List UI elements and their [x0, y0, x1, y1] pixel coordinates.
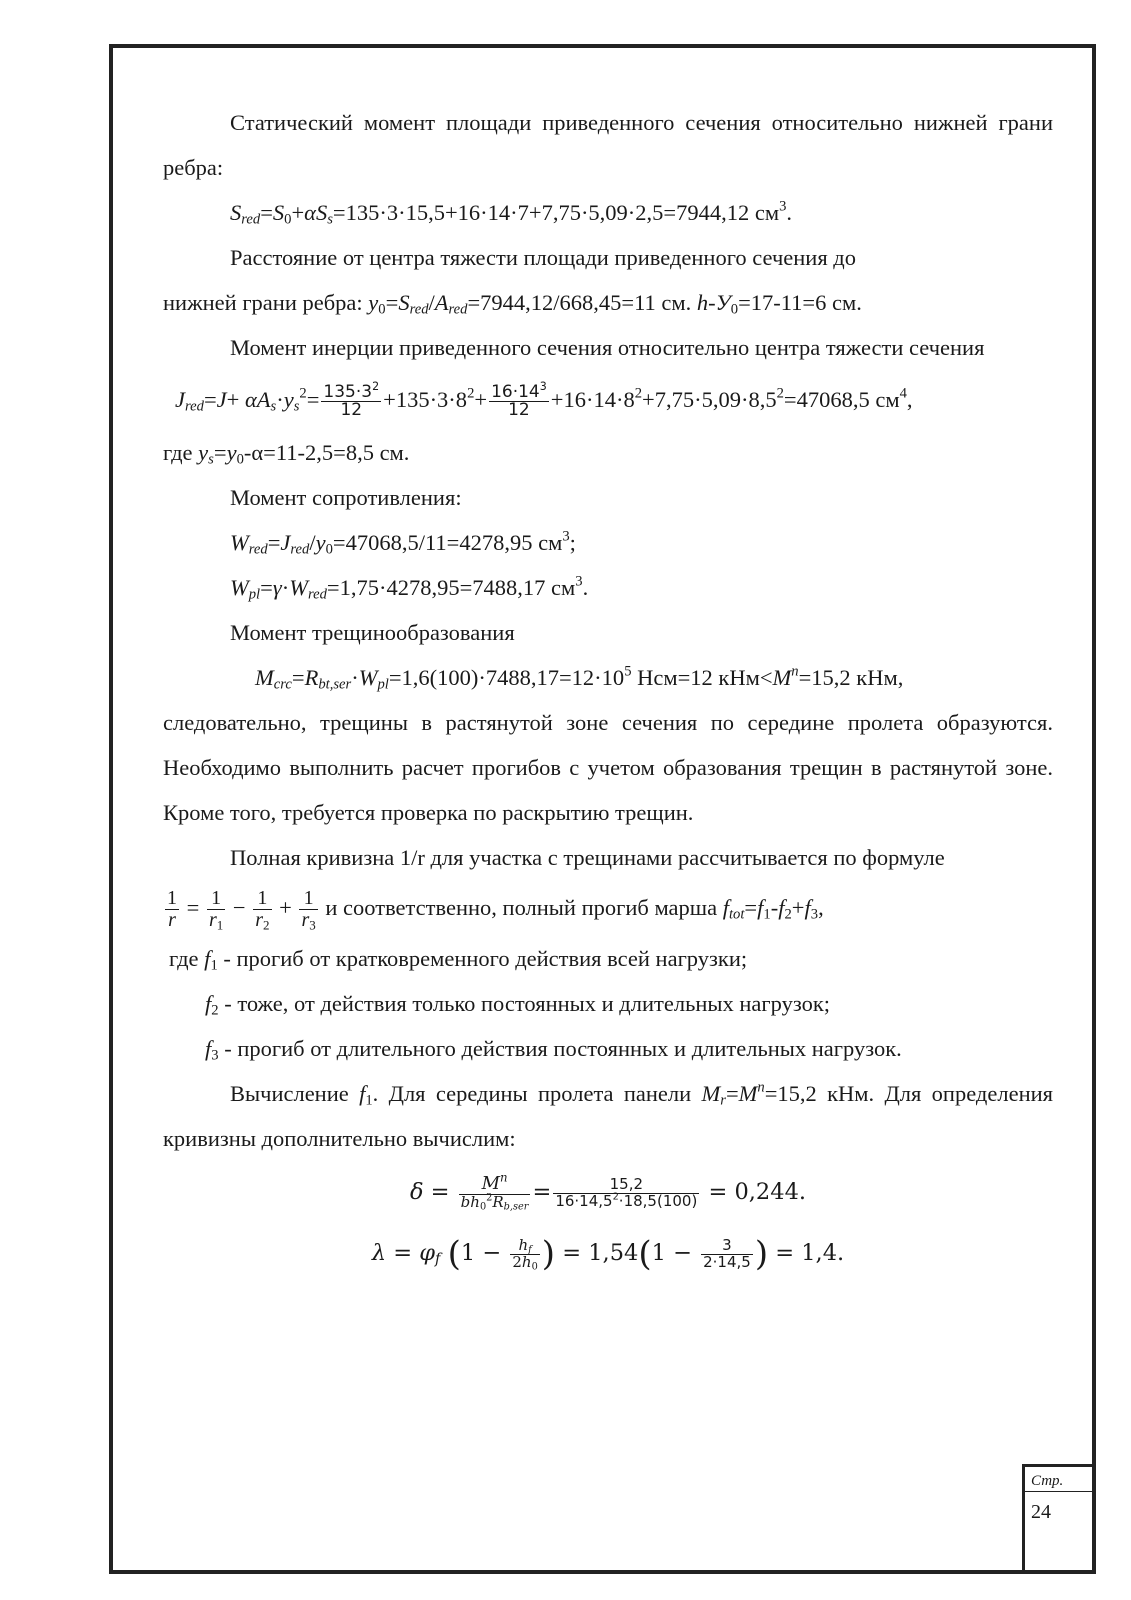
document-body — [163, 100, 1053, 1283]
f2-description: $f_2$ - тоже, от действия только постоянных и длительных нагрузок; — [205, 991, 831, 1019]
paragraph-calc-f1: Вычисление $f_1$. Для середины пролета панели $M_r=M^n=15,2$ кНм. Для определения кривизны дополнительно вычислим: — [163, 1079, 1053, 1151]
f3-description: $f_3$ - прогиб от длительного действия постоянных и длительных нагрузок. — [205, 1036, 902, 1064]
paragraph-crack-moment: Момент трещинообразования — [230, 620, 515, 645]
f1-description: где $f_1$ - прогиб от кратковременного действия всей нагрузки; — [169, 946, 748, 974]
where-ys: где $y_s=y_0-\alpha=11-2,5=8,5$ см. — [163, 440, 410, 468]
fraction-2: $\frac{16\cdot 14^3}{12}$ — [491, 379, 547, 421]
equation-w-red: $W_{red}=J_{red}/y_0=47068,5/11=4278,95$ $см^3$; — [230, 528, 576, 558]
page-stamp — [1022, 1464, 1096, 1574]
equation-m-crc: $M_{crc}=R_{bt,ser}\cdot W_{pl}=1,6(100)\cdot 7488,17=12\cdot 10^5$ Нсм=12 $кНм<M^n=15,2$ кНм, — [255, 663, 904, 693]
paragraph-conclusion: следовательно, трещины в растянутой зоне сечения по середине пролета образуются. Необходимо выполнить расчет прогибов с учетом образования трещин в растянутой зоне. Кроме того, требуется проверка по раскрытию трещин. — [163, 710, 1053, 825]
paragraph-resistance-moment: Момент сопротивления: — [230, 485, 462, 510]
paragraph-moment-inertia: Момент инерции приведенного сечения относительно центра тяжести сечения — [230, 335, 985, 360]
equation-delta: δ = $\frac{M^n}{bh_0^2R_{b,ser}}$ = $\frac{15,2}{16\cdot 14,5^2\cdot 18,5(100)}$ = 0,244. — [409, 1170, 807, 1213]
page-number: 24 — [1022, 1492, 1092, 1570]
paragraph-curvature: Полная кривизна 1/r для участка с трещинами рассчитывается по формуле — [230, 845, 945, 870]
stamp-label: Стр. — [1022, 1464, 1092, 1492]
equation-lambda: $\lambda = \varphi_f$ (1 − $\frac{h_f}{2h_0}$ ) = 1,54(1 − $\frac{3}{2\cdot 14,5}$ ) = 1,4. — [371, 1234, 845, 1274]
equation-j-red: $J_{red}=J+ \alpha A_s\cdot y_s^2=$ $\frac{135\cdot 3^2}{12}$ $+135\cdot 3\cdot 8^2+$ $\frac{16\cdot 14^3}{12}$ $+16\cdot 14\cdot 8^2+7,75\cdot 5,09\cdot 8,5^2=47068,5$ $см^4$, — [175, 379, 913, 421]
fraction-1: $\frac{135\cdot 3^2}{12}$ — [323, 379, 380, 421]
equation-s-red: $S_{red}=S_0+\alpha S_s=135\cdot 3\cdot 15,5+16\cdot 14\cdot 7+7,75\cdot 5,09\cdot 2,5=7944,12$ $см^3$. — [230, 198, 793, 228]
paragraph-distance: Расстояние от центра тяжести площади приведенного сечения до — [230, 245, 857, 270]
equation-curvature: $\frac{1}{r}$ = $\frac{1}{r_1}$ − $\frac{1}{r_2}$ + $\frac{1}{r_3}$ и соответственно, полный прогиб марша $f_{tot}=f_1-f_2+f_3$, — [167, 887, 824, 933]
equation-w-pl: $W_{pl}=\gamma\cdot W_{red}=1,75\cdot 4278,95=7488,17$ $см^3$. — [230, 573, 589, 603]
equation-y0: нижней грани ребра: $y_0=S_{red}/A_{red}=7944,12/668,45=11$ см. $h-У_0=17-11=6$ см. — [163, 290, 862, 318]
paragraph-static-moment: Статический момент площади приведенного сечения относительно нижней грани ребра: — [163, 110, 1053, 180]
